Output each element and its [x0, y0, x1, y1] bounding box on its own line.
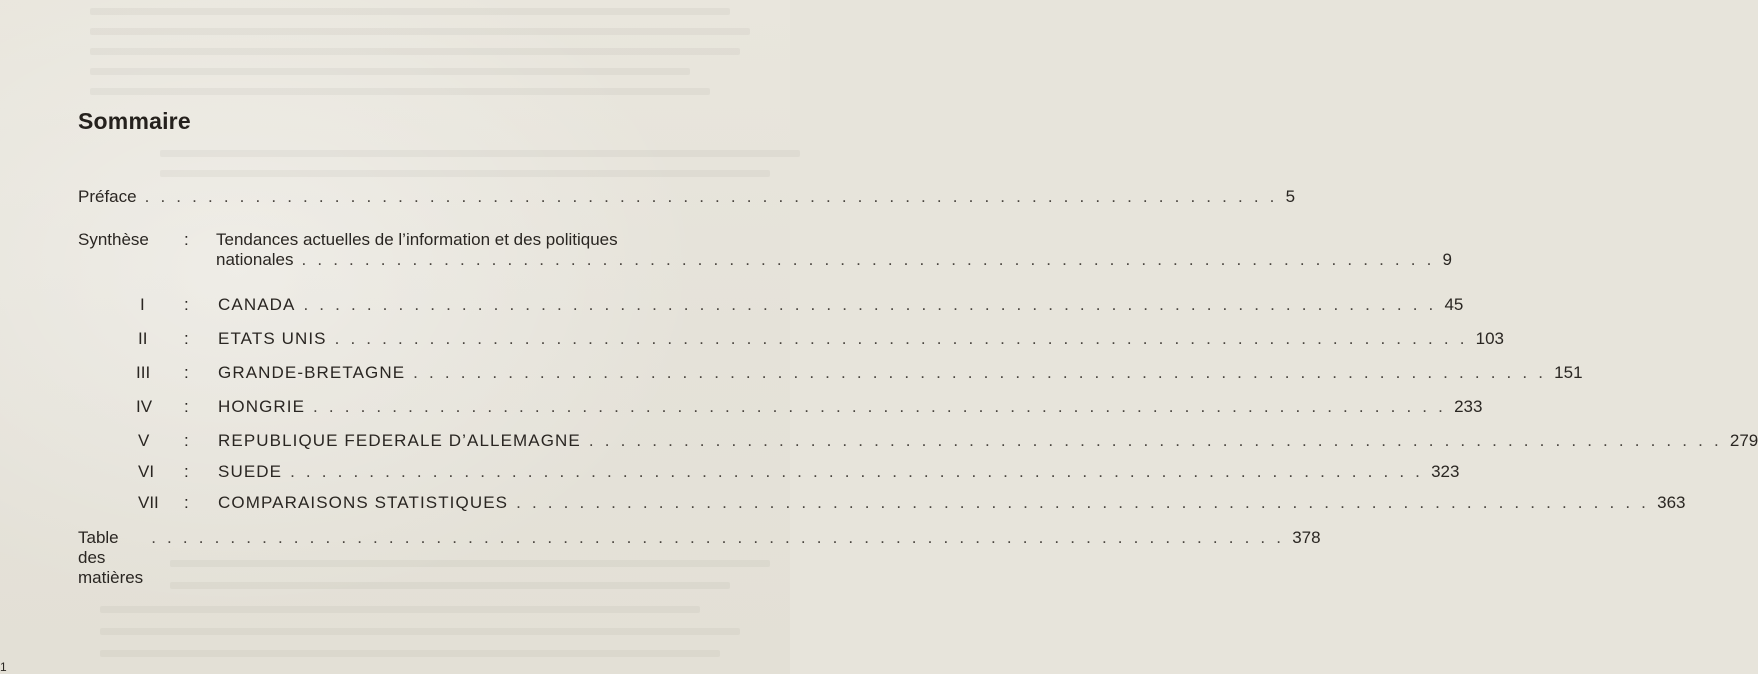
toc-separator: :: [184, 230, 189, 249]
chapter-numeral: IV: [136, 397, 153, 416]
toc-entry-preface: [78, 187, 1296, 207]
toc-page-number: 323: [1431, 462, 1460, 481]
toc-page-number: 151: [1554, 363, 1583, 382]
show-through-line: [160, 170, 770, 177]
chapter-title: COMPARAISONS STATISTIQUES: [218, 493, 509, 512]
chapter-numeral: III: [136, 363, 151, 382]
chapter-numeral: V: [138, 431, 150, 450]
toc-entry-title-line2: nationales: [216, 250, 294, 269]
show-through-line: [90, 48, 740, 55]
toc-page-number: 45: [1444, 295, 1464, 314]
show-through-line: [90, 88, 710, 95]
toc-entry-line2: [216, 250, 1452, 270]
toc-entry-label: Synthèse: [78, 230, 149, 249]
show-through-line: [90, 8, 730, 15]
chapter-title: CANADA: [218, 295, 296, 314]
show-through-line: [100, 650, 720, 657]
toc-page-number: 378: [1292, 528, 1321, 547]
toc-entry-table-des-matieres: [78, 528, 1321, 588]
toc-separator: :: [184, 493, 189, 512]
page-title: Sommaire: [78, 108, 191, 134]
leader-dots: . . . . . . . . . . . . . . . . . . . . . . . . . . . . . . . . . . . . . . . . . . . . . . . . . . . . . . . . . . . . . . . . . . . . . . . .: [151, 528, 1285, 547]
leader-dots: . . . . . . . . . . . . . . . . . . . . . . . . . . . . . . . . . . . . . . . . . . . . . . . . . . . . . . . . . . . . . . . . . . . . . . . .: [290, 462, 1424, 481]
toc-page-number: 103: [1475, 329, 1504, 348]
toc-separator: :: [184, 329, 189, 348]
toc-chapter-line: [218, 363, 1583, 383]
leader-dots: . . . . . . . . . . . . . . . . . . . . . . . . . . . . . . . . . . . . . . . . . . . . . . . . . . . . . . . . . . . . . . . . . . . . . . . .: [313, 397, 1447, 416]
leader-dots: . . . . . . . . . . . . . . . . . . . . . . . . . . . . . . . . . . . . . . . . . . . . . . . . . . . . . . . . . . . . . . . . . . . . . . . .: [144, 187, 1278, 206]
chapter-title: SUEDE: [218, 462, 283, 481]
show-through-line: [100, 606, 700, 613]
toc-page-number: 5: [1285, 187, 1296, 206]
chapter-title: GRANDE-BRETAGNE: [218, 363, 406, 382]
page-corner-mark: 1: [0, 660, 7, 674]
leader-dots: . . . . . . . . . . . . . . . . . . . . . . . . . . . . . . . . . . . . . . . . . . . . . . . . . . . . . . . . . . . . . . . . . . . . . . . .: [334, 329, 1468, 348]
chapter-title: ETATS UNIS: [218, 329, 327, 348]
toc-separator: :: [184, 462, 189, 481]
chapter-numeral: VII: [138, 493, 159, 512]
show-through-line: [100, 628, 740, 635]
show-through-line: [90, 28, 750, 35]
toc-chapter-line: [218, 397, 1483, 417]
toc-page-number: 363: [1657, 493, 1686, 512]
leader-dots: . . . . . . . . . . . . . . . . . . . . . . . . . . . . . . . . . . . . . . . . . . . . . . . . . . . . . . . . . . . . . . . . . . . . . . . .: [588, 431, 1722, 450]
toc-chapter-line: [218, 295, 1464, 315]
toc-entry-label: Table des matières: [78, 528, 144, 587]
toc-separator: :: [184, 363, 189, 382]
toc-separator: :: [184, 295, 189, 314]
leader-dots: . . . . . . . . . . . . . . . . . . . . . . . . . . . . . . . . . . . . . . . . . . . . . . . . . . . . . . . . . . . . . . . . . . . . . . . .: [516, 493, 1650, 512]
toc-separator: :: [184, 431, 189, 450]
chapter-title: REPUBLIQUE FEDERALE D’ALLEMAGNE: [218, 431, 581, 450]
toc-chapter-line: [218, 493, 1686, 513]
toc-entry-title-line1: Tendances actuelles de l’information et des politiques: [216, 230, 618, 249]
toc-entry-label: Préface: [78, 187, 137, 206]
leader-dots: . . . . . . . . . . . . . . . . . . . . . . . . . . . . . . . . . . . . . . . . . . . . . . . . . . . . . . . . . . . . . . . . . . . . . . . .: [303, 295, 1437, 314]
toc-chapter-line: [218, 431, 1758, 451]
toc-page-number: 9: [1442, 250, 1452, 269]
show-through-line: [160, 150, 800, 157]
leader-dots: . . . . . . . . . . . . . . . . . . . . . . . . . . . . . . . . . . . . . . . . . . . . . . . . . . . . . . . . . . . . . . . . . . . . . . . .: [413, 363, 1547, 382]
chapter-numeral: VI: [138, 462, 155, 481]
chapter-numeral: I: [140, 295, 145, 314]
toc-separator: :: [184, 397, 189, 416]
toc-page-number: 233: [1454, 397, 1483, 416]
leader-dots: . . . . . . . . . . . . . . . . . . . . . . . . . . . . . . . . . . . . . . . . . . . . . . . . . . . . . . . . . . . . . . . . . . . . . . . .: [301, 250, 1435, 269]
chapter-numeral: II: [138, 329, 148, 348]
toc-page-number: 279: [1729, 431, 1758, 450]
toc-chapter-line: [218, 462, 1460, 482]
chapter-title: HONGRIE: [218, 397, 306, 416]
toc-chapter-line: [218, 329, 1504, 349]
show-through-line: [90, 68, 690, 75]
